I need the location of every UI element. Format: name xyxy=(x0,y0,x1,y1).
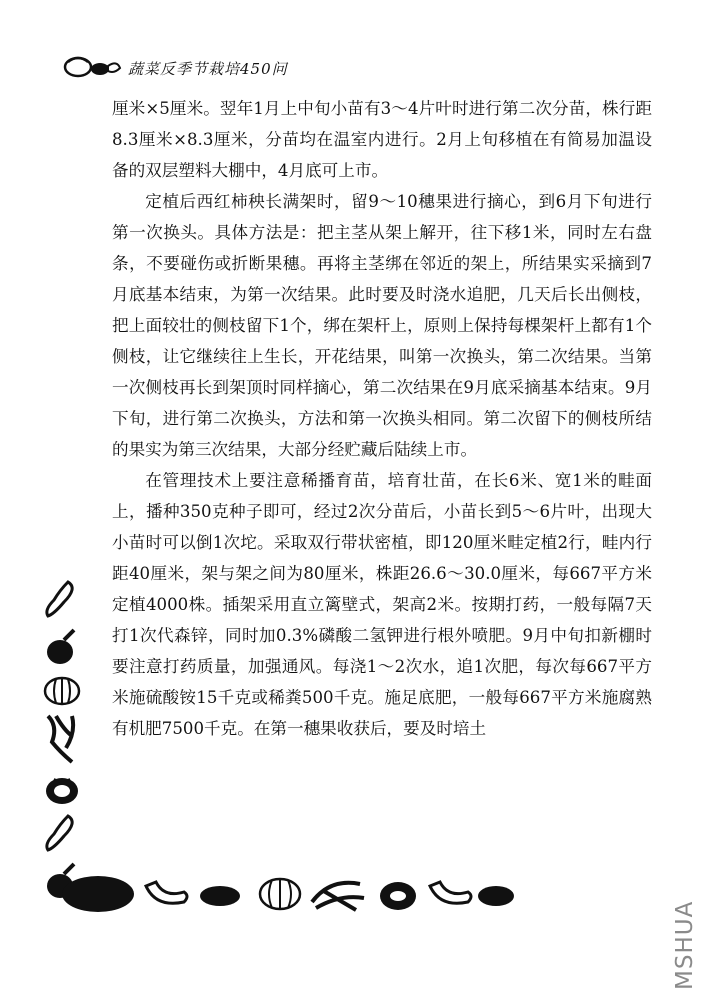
pumpkin-icon xyxy=(42,674,82,706)
vegetable-bundle-icon xyxy=(42,712,82,766)
cucumber-icon xyxy=(430,882,471,903)
eggplant-icon xyxy=(42,626,82,668)
tomato-icon xyxy=(380,882,416,910)
footer-decoration xyxy=(60,868,520,918)
melon-icon xyxy=(62,876,134,912)
eggplant-icon xyxy=(478,886,514,906)
page-header xyxy=(62,52,288,84)
vegetable-bundle-icon xyxy=(312,883,364,910)
cucumber-icon xyxy=(42,578,82,620)
pumpkin-icon xyxy=(260,879,300,909)
body-text xyxy=(112,93,652,744)
watermark: MSHUA xyxy=(672,900,698,990)
vegetables-logo-icon xyxy=(62,52,122,84)
tomato-icon xyxy=(42,772,82,806)
cucumber-icon xyxy=(146,882,187,903)
paragraph-3: 在管理技术上要注意稀播育苗，培育壮苗，在长6米、宽1米的畦面上，播种350克种子即可，经过2次分苗后，小苗长到5～6片叶，出现大小苗时可以倒1次坨。采取双行带状密植，即120厘米畦定植2行，畦内行距40厘米，架与架之间为80厘米，株距26.6～30.0厘米，每667平方米定植4000株。插架采用直立篱壁式，架高2米。按期打药，一般每隔7天打1次代森锌，同时加0.3%磷酸二氢钾进行根外喷肥。9月中旬扣新棚时要注意打药质量，加强通风。每浇1～2次水，追1次肥，每次每667平方米施硫酸铵15千克或稀粪500千克。施足底肥，一般每667平方米施腐熟有机肥7500千克。在第一穗果收获后，要及时培土 xyxy=(112,471,652,738)
side-decoration xyxy=(42,578,94,908)
running-head-title: 蔬菜反季节栽培450问 xyxy=(128,59,288,78)
cucumber-icon xyxy=(42,812,82,854)
paragraph-1: 厘米×5厘米。翌年1月上中旬小苗有3～4片叶时进行第二次分苗，株行距8.3厘米×8.3厘米，分苗均在温室内进行。2月上旬移植在有简易加温设备的双层塑料大棚中，4月底可上市。 xyxy=(112,99,652,180)
paragraph-2: 定植后西红柿秧长满架时，留9～10穗果进行摘心，到6月下旬进行第一次换头。具体方法是：把主茎从架上解开，往下移1米，同时左右盘条，不要碰伤或折断果穗。再将主茎绑在邻近的架上，所结果实采摘到7月底基本结束，为第一次结果。此时要及时浇水追肥，几天后长出侧枝，把上面较壮的侧枝留下1个，绑在架杆上，原则上保持每棵架杆上都有1个侧枝，让它继续往上生长，开花结果，叫第一次换头，第二次结果。当第一次侧枝再长到架顶时同样摘心，第二次结果在9月底采摘基本结束。9月下旬，进行第二次换头，方法和第一次换头相同。第二次留下的侧枝所结的果实为第三次结果，大部分经贮藏后陆续上市。 xyxy=(112,192,652,459)
eggplant-icon xyxy=(200,886,240,906)
